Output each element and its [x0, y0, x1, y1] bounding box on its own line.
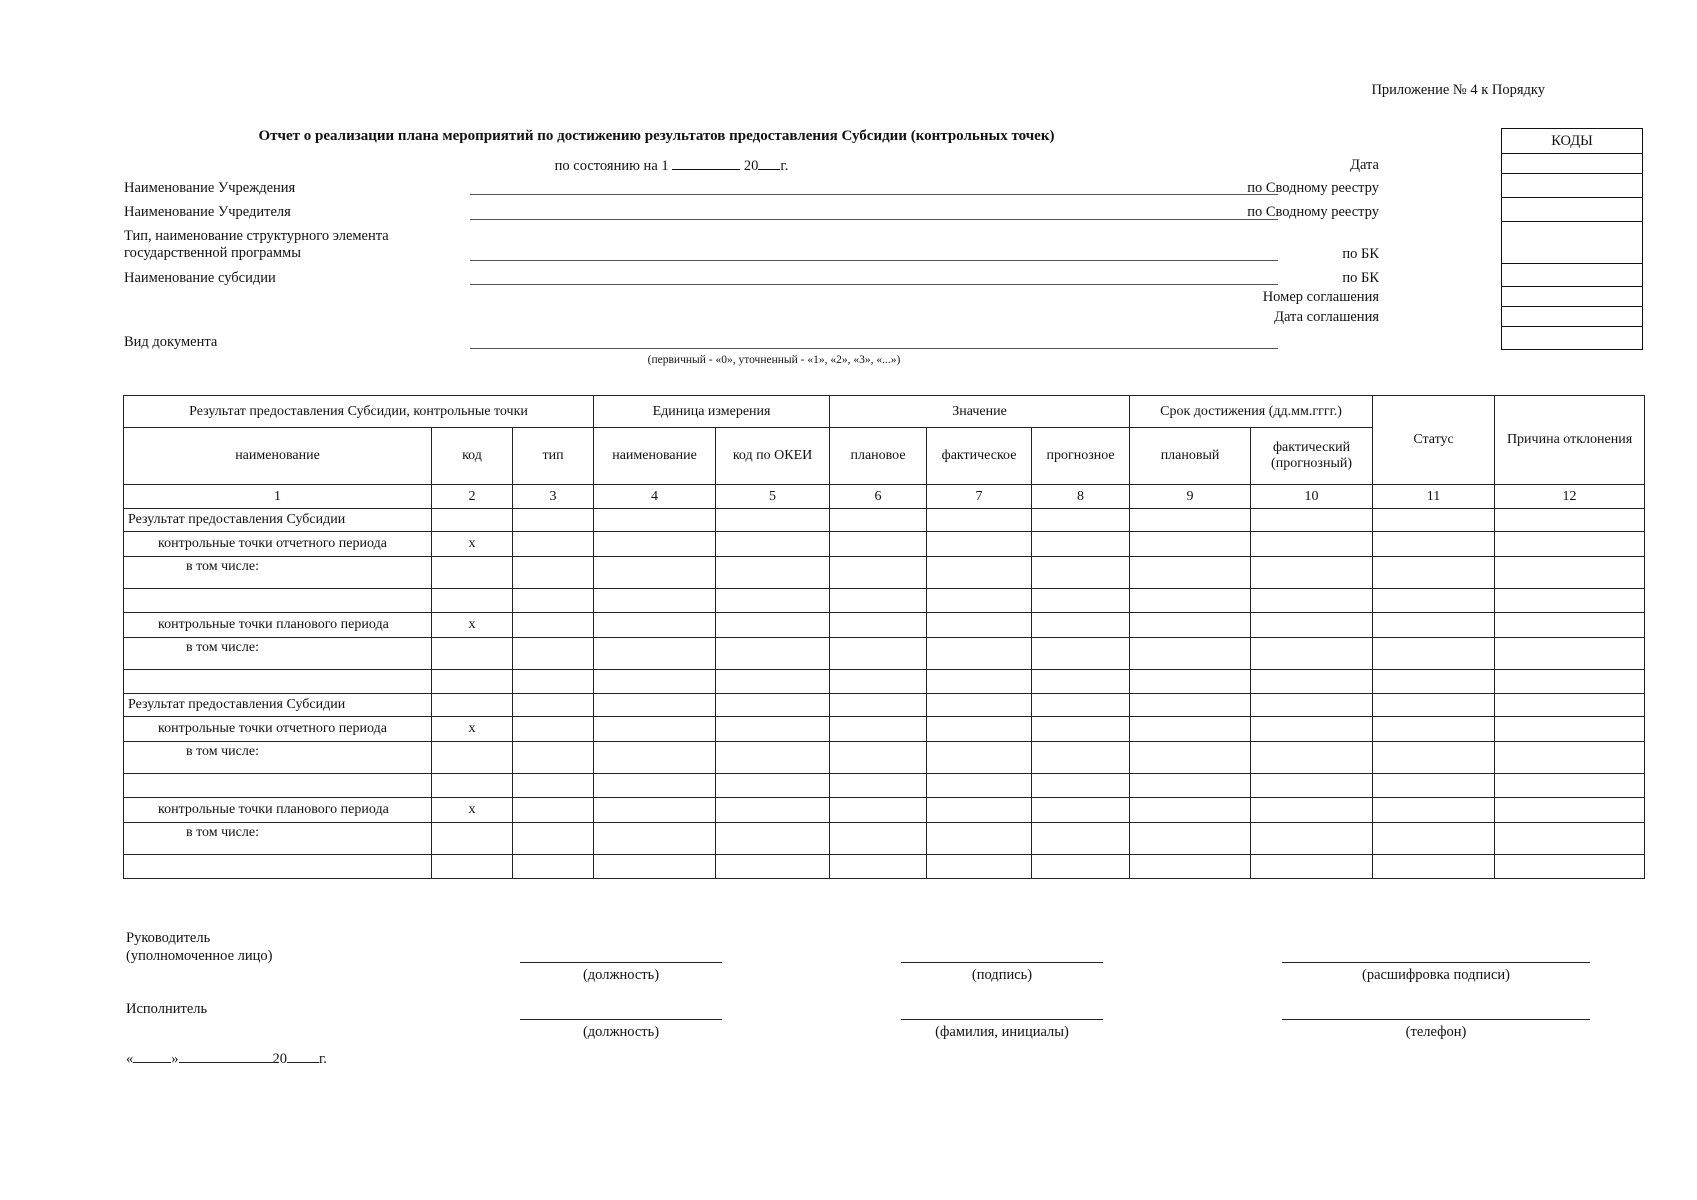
- table-cell[interactable]: [1373, 589, 1495, 613]
- as-of-line: [0, 155, 1343, 175]
- table-cell[interactable]: [1032, 855, 1130, 879]
- table-cell[interactable]: [927, 694, 1032, 717]
- as-of-day-blank[interactable]: [672, 155, 740, 170]
- table-cell[interactable]: [513, 855, 594, 879]
- signature-date: [126, 1048, 327, 1068]
- table-cell[interactable]: [513, 532, 594, 557]
- th-deadline: Срок достижения (дд.мм.гггг.): [1130, 396, 1373, 428]
- code-label-bk-2: по БК: [1342, 270, 1379, 286]
- table-cell[interactable]: [1251, 589, 1373, 613]
- th-status: Статус: [1373, 396, 1495, 485]
- head-signature-caption: (подпись): [971, 967, 1033, 983]
- doc-type-label: Вид документа: [124, 334, 218, 350]
- th-name: наименование: [124, 428, 432, 485]
- table-cell[interactable]: [513, 798, 594, 823]
- table-row: [124, 638, 1645, 670]
- table-row: [124, 613, 1645, 638]
- codes-header: КОДЫ: [1501, 128, 1643, 154]
- column-numbers-row: [124, 485, 1645, 509]
- table-cell[interactable]: [1251, 670, 1373, 694]
- table-row: [124, 557, 1645, 589]
- table-cell[interactable]: [1251, 557, 1373, 589]
- table-cell[interactable]: [1495, 589, 1645, 613]
- row-name-cell[interactable]: контрольные точки отчетного периода: [124, 717, 432, 742]
- table-cell[interactable]: [1495, 694, 1645, 717]
- code-registry-cell-2[interactable]: [1501, 198, 1643, 222]
- date-year-prefix: 20: [272, 1051, 287, 1067]
- table-cell[interactable]: [594, 557, 716, 589]
- table-cell[interactable]: [1373, 742, 1495, 774]
- row-code-cell[interactable]: х: [432, 613, 513, 638]
- table-cell[interactable]: [594, 613, 716, 638]
- th-unit: Единица измерения: [594, 396, 830, 428]
- head-position-caption: (должность): [582, 967, 660, 983]
- table-cell[interactable]: [716, 774, 830, 798]
- table-cell[interactable]: [716, 798, 830, 823]
- code-label-registry-2: по Сводному реестру: [1247, 204, 1379, 220]
- table-cell[interactable]: [1130, 532, 1251, 557]
- table-cell[interactable]: [1032, 557, 1130, 589]
- table-cell[interactable]: [927, 798, 1032, 823]
- table-cell[interactable]: [1032, 774, 1130, 798]
- code-agreement-number-cell[interactable]: [1501, 287, 1643, 307]
- code-bk-cell-1[interactable]: [1501, 222, 1643, 264]
- table-cell[interactable]: [1373, 717, 1495, 742]
- date-month-blank[interactable]: [179, 1048, 273, 1063]
- table-cell[interactable]: [1130, 670, 1251, 694]
- table-cell[interactable]: [432, 638, 513, 670]
- table-cell[interactable]: [1032, 694, 1130, 717]
- table-cell[interactable]: [830, 798, 927, 823]
- table-cell[interactable]: [1130, 509, 1251, 532]
- table-cell[interactable]: [594, 717, 716, 742]
- table-cell[interactable]: [432, 774, 513, 798]
- date-year-suffix: г.: [319, 1051, 327, 1067]
- table-cell[interactable]: [513, 717, 594, 742]
- table-cell[interactable]: [594, 823, 716, 855]
- table-cell[interactable]: [830, 742, 927, 774]
- row-name-cell[interactable]: в том числе:: [124, 823, 432, 855]
- table-cell[interactable]: [1495, 613, 1645, 638]
- table-cell[interactable]: [1495, 638, 1645, 670]
- table-cell[interactable]: [1373, 774, 1495, 798]
- as-of-suffix: г.: [780, 158, 789, 174]
- table-cell[interactable]: [1032, 509, 1130, 532]
- table-cell[interactable]: [1130, 774, 1251, 798]
- header-row-groups: [124, 396, 1645, 428]
- th-forecast: прогнозное: [1032, 428, 1130, 485]
- table-cell[interactable]: [1130, 717, 1251, 742]
- table-cell[interactable]: [513, 638, 594, 670]
- table-cell[interactable]: [1373, 532, 1495, 557]
- head-label: Руководитель: [126, 930, 211, 946]
- table-cell[interactable]: [1251, 509, 1373, 532]
- th-result: Результат предоставления Субсидии, контрольные точки: [124, 396, 594, 428]
- table-cell[interactable]: [432, 557, 513, 589]
- table-cell[interactable]: [513, 742, 594, 774]
- table-cell[interactable]: [830, 638, 927, 670]
- table-cell[interactable]: [513, 557, 594, 589]
- table-cell[interactable]: [1495, 717, 1645, 742]
- col-number: 4: [594, 485, 716, 509]
- table-cell[interactable]: [513, 694, 594, 717]
- table-cell[interactable]: [1130, 855, 1251, 879]
- table-cell[interactable]: [1251, 742, 1373, 774]
- table-cell[interactable]: [830, 509, 927, 532]
- table-cell[interactable]: [432, 742, 513, 774]
- executor-label: Исполнитель: [126, 1001, 208, 1017]
- table-cell[interactable]: [927, 717, 1032, 742]
- table-cell[interactable]: [830, 694, 927, 717]
- head-decoding-line[interactable]: [1282, 962, 1590, 963]
- doc-type-note: (первичный - «0», уточненный - «1», «2», «3», «...»): [647, 354, 901, 366]
- table-cell[interactable]: [1495, 855, 1645, 879]
- date-close-quote: »: [171, 1051, 179, 1067]
- table-row: [124, 855, 1645, 879]
- table-cell[interactable]: [594, 509, 716, 532]
- table-cell[interactable]: [716, 670, 830, 694]
- table-cell[interactable]: [432, 670, 513, 694]
- table-cell[interactable]: [1373, 613, 1495, 638]
- table-cell[interactable]: [716, 717, 830, 742]
- table-cell[interactable]: [1032, 613, 1130, 638]
- table-cell[interactable]: [432, 855, 513, 879]
- table-cell[interactable]: [927, 613, 1032, 638]
- table-cell[interactable]: [1373, 855, 1495, 879]
- report-table: [123, 395, 1645, 879]
- table-cell[interactable]: [1373, 823, 1495, 855]
- table-cell[interactable]: [594, 694, 716, 717]
- table-cell[interactable]: [1495, 774, 1645, 798]
- table-cell[interactable]: [927, 774, 1032, 798]
- as-of-year: 20: [743, 158, 759, 174]
- as-of-year-blank[interactable]: [758, 155, 780, 170]
- program-element-field[interactable]: [470, 260, 1278, 261]
- table-row: [124, 589, 1645, 613]
- th-code: код: [432, 428, 513, 485]
- table-cell[interactable]: [1373, 557, 1495, 589]
- row-name-cell[interactable]: в том числе:: [124, 638, 432, 670]
- row-name-cell[interactable]: [124, 855, 432, 879]
- date-open-quote: «: [126, 1051, 134, 1067]
- table-row: [124, 694, 1645, 717]
- table-cell[interactable]: [830, 774, 927, 798]
- table-cell[interactable]: [716, 638, 830, 670]
- subsidy-label: Наименование субсидии: [124, 270, 276, 286]
- table-cell[interactable]: [830, 613, 927, 638]
- table-cell[interactable]: [432, 589, 513, 613]
- code-label-date: Дата: [1350, 157, 1379, 173]
- table-cell[interactable]: [1032, 742, 1130, 774]
- table-cell[interactable]: [513, 589, 594, 613]
- doc-type-field[interactable]: [470, 348, 1278, 349]
- head-signature-line[interactable]: [901, 962, 1103, 963]
- table-cell[interactable]: [432, 823, 513, 855]
- table-cell[interactable]: [1495, 509, 1645, 532]
- th-deadline-actual: фактический (прогнозный): [1251, 428, 1373, 485]
- head-sub-label: (уполномоченное лицо): [126, 948, 273, 964]
- table-cell[interactable]: [432, 694, 513, 717]
- table-cell[interactable]: [1495, 742, 1645, 774]
- col-number: 10: [1251, 485, 1373, 509]
- th-planned: плановое: [830, 428, 927, 485]
- table-cell[interactable]: [830, 589, 927, 613]
- code-extra-cell[interactable]: [1501, 327, 1643, 350]
- table-cell[interactable]: [1373, 798, 1495, 823]
- row-name-cell[interactable]: [124, 589, 432, 613]
- table-cell[interactable]: [1251, 798, 1373, 823]
- executor-position-caption: (должность): [582, 1024, 660, 1040]
- table-cell[interactable]: [594, 589, 716, 613]
- table-cell[interactable]: [594, 774, 716, 798]
- table-cell[interactable]: [1032, 532, 1130, 557]
- table-cell[interactable]: [716, 589, 830, 613]
- code-agreement-date-cell[interactable]: [1501, 307, 1643, 327]
- report-title: Отчет о реализации плана мероприятий по достижению результатов предоставления Субсидии (контрольных точек): [258, 128, 1055, 144]
- table-cell[interactable]: [1032, 589, 1130, 613]
- table-cell[interactable]: [1251, 613, 1373, 638]
- row-name-cell[interactable]: Результат предоставления Субсидии: [124, 694, 432, 717]
- row-name-cell[interactable]: контрольные точки планового периода: [124, 613, 432, 638]
- table-row: [124, 774, 1645, 798]
- code-label-bk-1: по БК: [1342, 246, 1379, 262]
- th-deadline-planned: плановый: [1130, 428, 1251, 485]
- as-of-prefix: по состоянию на 1: [554, 158, 669, 174]
- table-cell[interactable]: [1130, 613, 1251, 638]
- table-cell[interactable]: [830, 670, 927, 694]
- appendix-label: Приложение № 4 к Порядку: [1371, 82, 1545, 98]
- table-cell[interactable]: [927, 557, 1032, 589]
- table-row: [124, 509, 1645, 532]
- table-cell[interactable]: [830, 532, 927, 557]
- table-cell[interactable]: [927, 855, 1032, 879]
- col-number: 8: [1032, 485, 1130, 509]
- th-unit-name: наименование: [594, 428, 716, 485]
- col-number: 9: [1130, 485, 1251, 509]
- table-cell[interactable]: [1373, 694, 1495, 717]
- row-name-cell[interactable]: [124, 670, 432, 694]
- executor-position-line[interactable]: [520, 1019, 722, 1020]
- col-number: 12: [1495, 485, 1645, 509]
- th-type: тип: [513, 428, 594, 485]
- table-cell[interactable]: [513, 774, 594, 798]
- table-cell[interactable]: [1032, 717, 1130, 742]
- table-cell[interactable]: [1251, 694, 1373, 717]
- table-cell[interactable]: [1373, 670, 1495, 694]
- table-cell[interactable]: [513, 613, 594, 638]
- th-okei: код по ОКЕИ: [716, 428, 830, 485]
- col-number: 6: [830, 485, 927, 509]
- table-cell[interactable]: [927, 589, 1032, 613]
- table-row: [124, 670, 1645, 694]
- table-cell[interactable]: [1130, 823, 1251, 855]
- table-row: [124, 717, 1645, 742]
- head-decoding-caption: (расшифровка подписи): [1361, 967, 1511, 983]
- table-cell[interactable]: [830, 717, 927, 742]
- table-cell[interactable]: [830, 823, 927, 855]
- table-cell[interactable]: [716, 742, 830, 774]
- table-row: [124, 798, 1645, 823]
- table-cell[interactable]: [594, 742, 716, 774]
- table-cell[interactable]: [594, 855, 716, 879]
- table-cell[interactable]: [1495, 798, 1645, 823]
- executor-fio-line[interactable]: [901, 1019, 1103, 1020]
- code-label-agreement-number: Номер соглашения: [1262, 289, 1379, 305]
- table-cell[interactable]: [594, 798, 716, 823]
- table-cell[interactable]: [830, 855, 927, 879]
- table-cell[interactable]: [1032, 638, 1130, 670]
- table-row: [124, 823, 1645, 855]
- row-code-cell[interactable]: х: [432, 532, 513, 557]
- program-element-label: Тип, наименование структурного элемента государственной программы: [124, 228, 389, 261]
- row-name-cell[interactable]: [124, 774, 432, 798]
- table-cell[interactable]: [830, 557, 927, 589]
- code-bk-cell-2[interactable]: [1501, 264, 1643, 287]
- table-cell[interactable]: [1032, 670, 1130, 694]
- table-cell[interactable]: [1373, 638, 1495, 670]
- table-cell[interactable]: [1130, 557, 1251, 589]
- date-year-blank[interactable]: [287, 1048, 319, 1063]
- table-cell[interactable]: [927, 823, 1032, 855]
- row-name-cell[interactable]: контрольные точки планового периода: [124, 798, 432, 823]
- table-cell[interactable]: [1032, 823, 1130, 855]
- table-cell[interactable]: [1130, 638, 1251, 670]
- code-date-cell[interactable]: [1501, 154, 1643, 174]
- th-actual: фактическое: [927, 428, 1032, 485]
- table-cell[interactable]: [716, 509, 830, 532]
- table-cell[interactable]: [1251, 774, 1373, 798]
- table-cell[interactable]: [594, 670, 716, 694]
- table-cell[interactable]: [1251, 532, 1373, 557]
- table-cell[interactable]: [1495, 557, 1645, 589]
- table-cell[interactable]: [927, 532, 1032, 557]
- table-cell[interactable]: [1130, 694, 1251, 717]
- table-cell[interactable]: [1130, 589, 1251, 613]
- subsidy-field[interactable]: [470, 284, 1278, 285]
- table-row: [124, 532, 1645, 557]
- col-number: 1: [124, 485, 432, 509]
- row-code-cell[interactable]: х: [432, 717, 513, 742]
- th-reason: Причина отклонения: [1495, 396, 1645, 485]
- col-number: 5: [716, 485, 830, 509]
- date-day-blank[interactable]: [133, 1048, 171, 1063]
- table-cell[interactable]: [1495, 532, 1645, 557]
- executor-fio-caption: (фамилия, инициалы): [935, 1024, 1069, 1040]
- code-label-agreement-date: Дата соглашения: [1274, 309, 1379, 325]
- founder-field[interactable]: [470, 219, 1278, 220]
- table-cell[interactable]: [1130, 798, 1251, 823]
- table-cell[interactable]: [1495, 670, 1645, 694]
- table-cell[interactable]: [927, 638, 1032, 670]
- table-cell[interactable]: [927, 670, 1032, 694]
- table-cell[interactable]: [716, 557, 830, 589]
- row-name-cell[interactable]: Результат предоставления Субсидии: [124, 509, 432, 532]
- executor-phone-line[interactable]: [1282, 1019, 1590, 1020]
- row-name-cell[interactable]: контрольные точки отчетного периода: [124, 532, 432, 557]
- head-position-line[interactable]: [520, 962, 722, 963]
- table-cell[interactable]: [594, 532, 716, 557]
- institution-field[interactable]: [470, 194, 1278, 195]
- th-value: Значение: [830, 396, 1130, 428]
- col-number: 2: [432, 485, 513, 509]
- table-cell[interactable]: [716, 855, 830, 879]
- table-cell[interactable]: [927, 509, 1032, 532]
- table-cell[interactable]: [716, 823, 830, 855]
- table-cell[interactable]: [513, 670, 594, 694]
- table-cell[interactable]: [594, 638, 716, 670]
- table-cell[interactable]: [1251, 855, 1373, 879]
- table-cell[interactable]: [1032, 798, 1130, 823]
- table-cell[interactable]: [927, 742, 1032, 774]
- table-row: [124, 742, 1645, 774]
- code-registry-cell-1[interactable]: [1501, 174, 1643, 198]
- institution-label: Наименование Учреждения: [124, 180, 296, 196]
- row-code-cell[interactable]: х: [432, 798, 513, 823]
- table-cell[interactable]: [716, 532, 830, 557]
- executor-phone-caption: (телефон): [1405, 1024, 1467, 1040]
- table-cell[interactable]: [1251, 638, 1373, 670]
- table-cell[interactable]: [716, 694, 830, 717]
- table-cell[interactable]: [1251, 717, 1373, 742]
- col-number: 7: [927, 485, 1032, 509]
- table-cell[interactable]: [1495, 823, 1645, 855]
- row-name-cell[interactable]: в том числе:: [124, 742, 432, 774]
- table-cell[interactable]: [513, 823, 594, 855]
- table-cell[interactable]: [1251, 823, 1373, 855]
- col-number: 11: [1373, 485, 1495, 509]
- table-cell[interactable]: [1130, 742, 1251, 774]
- table-cell[interactable]: [432, 509, 513, 532]
- code-label-registry-1: по Сводному реестру: [1247, 180, 1379, 196]
- col-number: 3: [513, 485, 594, 509]
- table-cell[interactable]: [716, 613, 830, 638]
- founder-label: Наименование Учредителя: [124, 204, 291, 220]
- table-cell[interactable]: [1373, 509, 1495, 532]
- row-name-cell[interactable]: в том числе:: [124, 557, 432, 589]
- table-cell[interactable]: [513, 509, 594, 532]
